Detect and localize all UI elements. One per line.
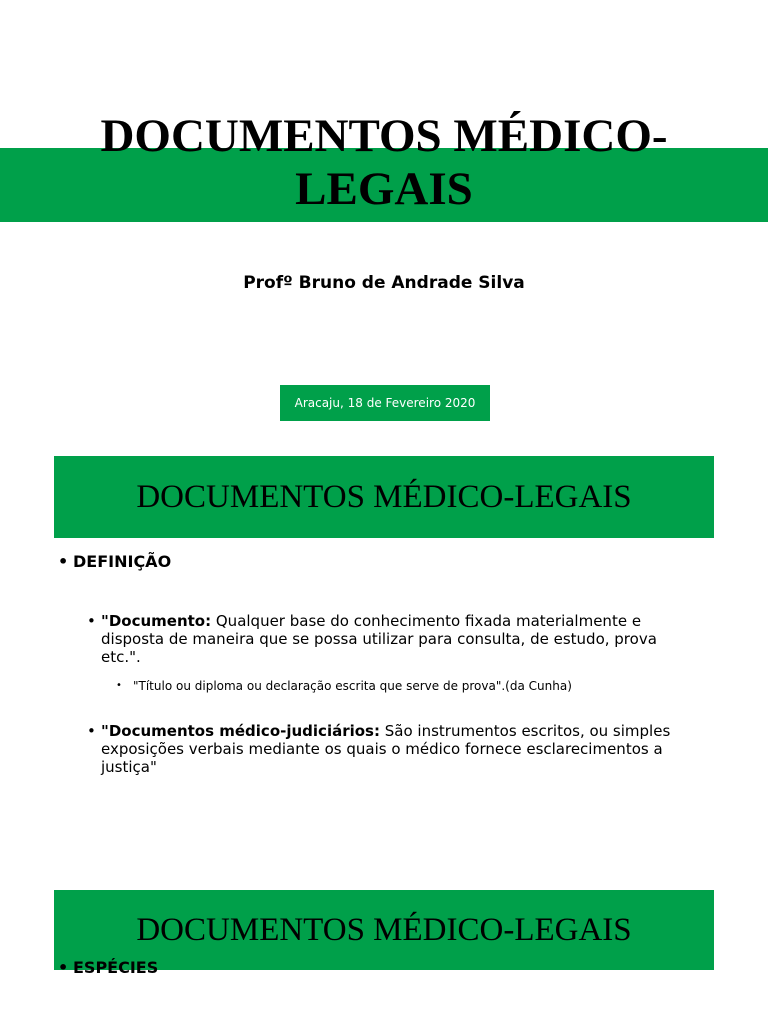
slide-title [0, 110, 768, 216]
list-item-documentos-medico-judiciarios [87, 722, 687, 776]
author-name: Profº Bruno de Andrade Silva [243, 273, 525, 293]
title-slide [0, 0, 768, 440]
subitem-text: "Título ou diploma ou declaração escrita que serve de prova".(da Cunha) [133, 679, 572, 693]
section-label: ESPÉCIES [73, 958, 159, 977]
definition-text: São instrumentos escritos, ou simples exposições verbais mediante os quais o médico fornece esclarecimentos a justiça" [101, 722, 671, 776]
bullet: • [58, 552, 69, 571]
term-label: "Documentos médico-judiciários: [101, 722, 380, 740]
section-heading-definicao [58, 552, 171, 571]
definition-slide [0, 440, 768, 860]
date-badge: Aracaju, 18 de Fevereiro 2020 [280, 385, 490, 421]
section-heading-especies [58, 958, 158, 977]
list-subitem [116, 678, 676, 694]
slide-banner-title: DOCUMENTOS MÉDICO-LEGAIS [54, 456, 714, 538]
bullet: • [87, 722, 96, 740]
list-item-documento [87, 612, 687, 666]
bullet: • [58, 958, 69, 977]
title-line-1: DOCUMENTOS MÉDICO- [100, 110, 668, 162]
slide-banner-title: DOCUMENTOS MÉDICO-LEGAIS [54, 890, 714, 970]
bullet: • [116, 680, 122, 691]
term-label: "Documento: [101, 612, 212, 630]
species-slide [0, 860, 768, 1024]
title-line-2: LEGAIS [295, 163, 473, 215]
definition-text: Qualquer base do conhecimento fixada materialmente e disposta de maneira que se possa utilizar para consulta, de estudo, prova etc.". [101, 612, 657, 666]
section-label: DEFINIÇÃO [73, 552, 172, 571]
bullet: • [87, 612, 96, 630]
